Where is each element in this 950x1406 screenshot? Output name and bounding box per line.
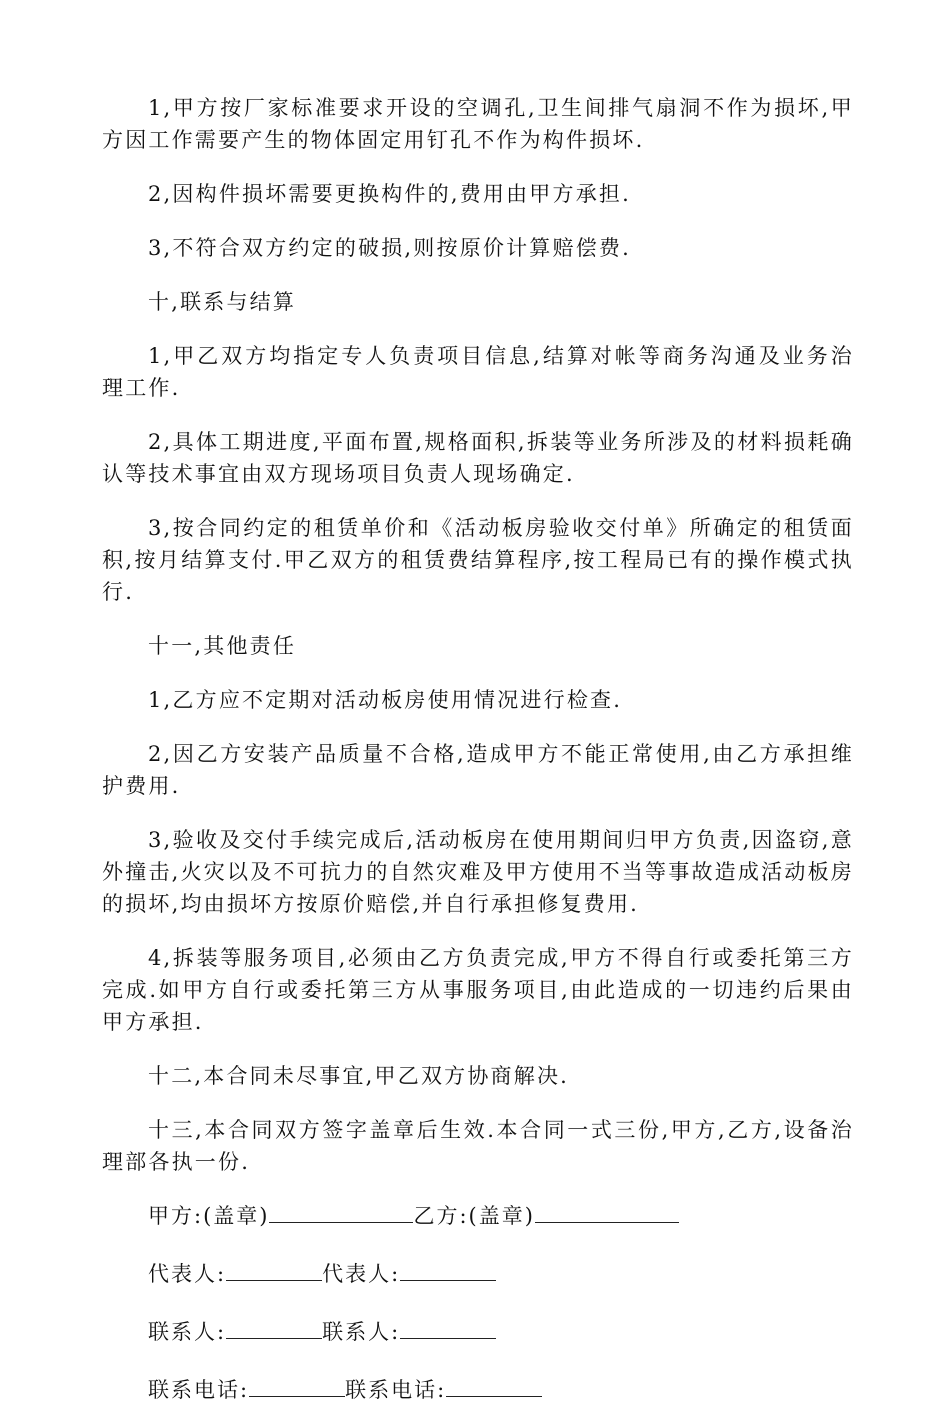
phone-a-label: 联系电话: bbox=[148, 1378, 250, 1402]
phone-b-blank bbox=[446, 1376, 542, 1397]
party-a-label: 甲方:(盖章) bbox=[148, 1204, 270, 1228]
party-a-blank bbox=[269, 1202, 413, 1223]
signature-phone-row bbox=[102, 1374, 854, 1406]
clause-paragraph: 1,甲乙双方均指定专人负责项目信息,结算对帐等商务沟通及业务治理工作. bbox=[102, 344, 854, 400]
contact-a-label: 联系人: bbox=[148, 1320, 227, 1344]
clause-paragraph: 1,甲方按厂家标准要求开设的空调孔,卫生间排气扇洞不作为损坏,甲方因工作需要产生的物体固定用钉孔不作为构件损坏. bbox=[102, 96, 854, 152]
clause-paragraph: 2,具体工期进度,平面布置,规格面积,拆装等业务所涉及的材料损耗确认等技术事宜由双方现场项目负责人现场确定. bbox=[102, 430, 854, 486]
section-heading: 十一,其他责任 bbox=[148, 634, 297, 658]
party-b-label: 乙方:(盖章) bbox=[413, 1204, 535, 1228]
clause-paragraph: 3,按合同约定的租赁单价和《活动板房验收交付单》所确定的租赁面积,按月结算支付.甲乙双方的租赁费结算程序,按工程局已有的操作模式执行. bbox=[102, 516, 854, 604]
contact-b-label: 联系人: bbox=[322, 1320, 401, 1344]
signature-representative-row bbox=[102, 1258, 854, 1290]
clause-paragraph: 3,验收及交付手续完成后,活动板房在使用期间归甲方负责,因盗窃,意外撞击,火灾以及不可抗力的自然灾难及甲方使用不当等事故造成活动板房的损坏,均由损坏方按原价赔偿,并自行承担修复费用. bbox=[102, 828, 854, 916]
clause-paragraph: 1,乙方应不定期对活动板房使用情况进行检查. bbox=[148, 688, 623, 712]
contact-a-blank bbox=[226, 1318, 322, 1339]
phone-b-label: 联系电话: bbox=[345, 1378, 447, 1402]
party-b-blank bbox=[535, 1202, 679, 1223]
clause-paragraph: 2,因构件损坏需要更换构件的,费用由甲方承担. bbox=[148, 182, 631, 206]
section-heading: 十三,本合同双方签字盖章后生效.本合同一式三份,甲方,乙方,设备治理部各执一份. bbox=[102, 1118, 854, 1174]
rep-b-label: 代表人: bbox=[322, 1262, 401, 1286]
clause-paragraph: 4,拆装等服务项目,必须由乙方负责完成,甲方不得自行或委托第三方完成.如甲方自行或委托第三方从事服务项目,由此造成的一切违约后果由甲方承担. bbox=[102, 946, 854, 1034]
rep-a-label: 代表人: bbox=[148, 1262, 227, 1286]
section-heading: 十二,本合同未尽事宜,甲乙双方协商解决. bbox=[148, 1064, 570, 1088]
rep-a-blank bbox=[226, 1260, 322, 1281]
signature-contact-row bbox=[102, 1316, 854, 1348]
clause-paragraph: 2,因乙方安装产品质量不合格,造成甲方不能正常使用,由乙方承担维护费用. bbox=[102, 742, 854, 798]
section-heading: 十,联系与结算 bbox=[148, 290, 297, 314]
contact-b-blank bbox=[400, 1318, 496, 1339]
phone-a-blank bbox=[249, 1376, 345, 1397]
rep-b-blank bbox=[400, 1260, 496, 1281]
signature-party-row bbox=[102, 1200, 854, 1232]
clause-paragraph: 3,不符合双方约定的破损,则按原价计算赔偿费. bbox=[148, 236, 631, 260]
